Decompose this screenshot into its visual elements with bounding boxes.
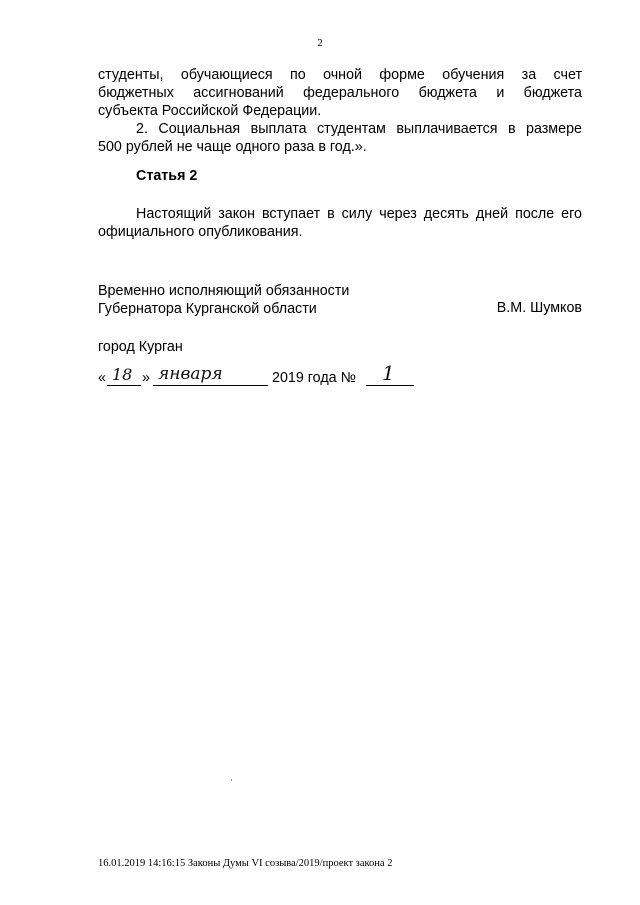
page-number: 2 bbox=[317, 37, 323, 49]
paragraph-1-line-3: субъекта Российской Федерации. bbox=[98, 103, 322, 119]
year-text: 2019 года № bbox=[272, 370, 356, 386]
signature-title-line-2: Губернатора Курганской области bbox=[98, 301, 317, 317]
handwritten-month: января bbox=[158, 364, 223, 384]
handwritten-number: 1 bbox=[382, 361, 395, 385]
paragraph-1-line-1: студенты, обучающиеся по очной форме обучения за счет bbox=[98, 67, 582, 83]
paragraph-2-line-2: 500 рублей не чаще одного раза в год.». bbox=[98, 139, 367, 155]
article-line-1: Настоящий закон вступает в силу через десять дней после его bbox=[136, 206, 582, 222]
date-line bbox=[98, 361, 428, 388]
open-quote: « bbox=[98, 370, 106, 386]
scan-dot bbox=[231, 779, 232, 781]
signature-title-line-1: Временно исполняющий обязанности bbox=[98, 283, 350, 299]
article-line-2: официального опубликования. bbox=[98, 224, 303, 240]
close-quote: » bbox=[142, 370, 150, 386]
city-line: город Курган bbox=[98, 339, 183, 355]
handwritten-day: 18 bbox=[112, 365, 133, 384]
article-heading: Статья 2 bbox=[136, 168, 198, 184]
paragraph-2-line-1: 2. Социальная выплата студентам выплачивается в размере bbox=[136, 121, 582, 137]
footer-path: 16.01.2019 14:16:15 Законы Думы VI созыва/2019/проект закона 2 bbox=[98, 858, 393, 869]
paragraph-1-line-2: бюджетных ассигнований федерального бюджета и бюджета bbox=[98, 85, 582, 101]
signatory-name: В.М. Шумков bbox=[496, 300, 582, 316]
